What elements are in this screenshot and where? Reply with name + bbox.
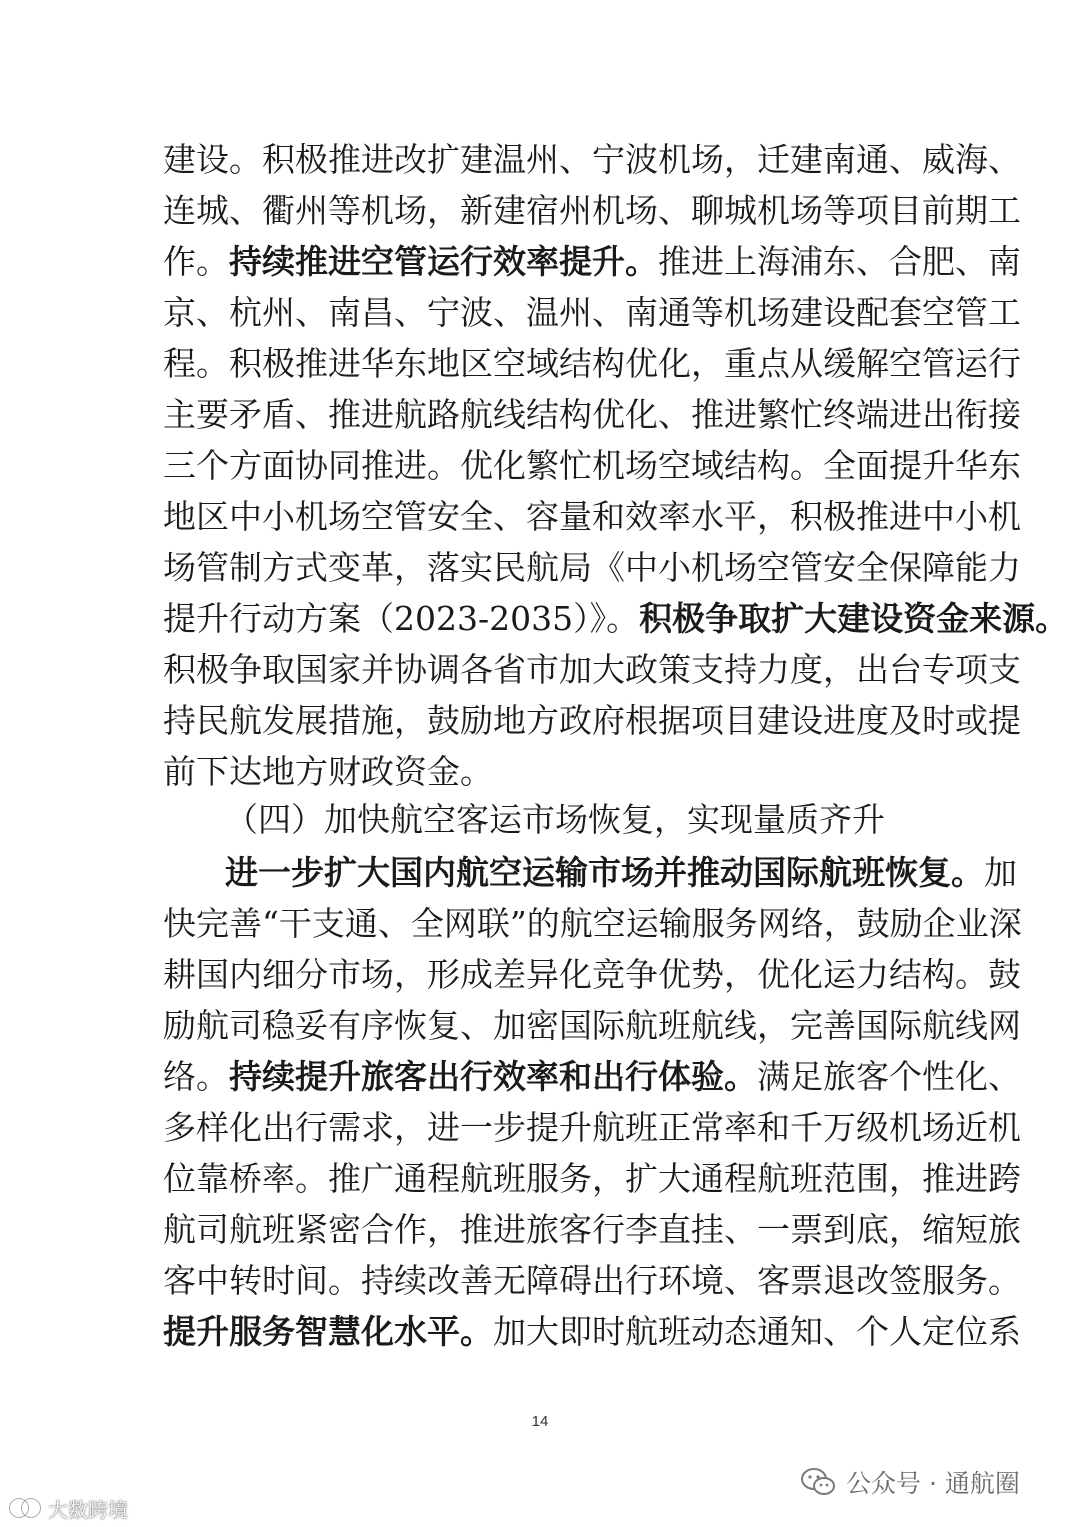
watermark-right-text: 公众号 · 通航圈 — [846, 1469, 1020, 1498]
text-line — [163, 1052, 1021, 1102]
text-line — [163, 1307, 1021, 1357]
text-run: 加 — [984, 853, 1017, 892]
text-run: 满足旅客个性化、 — [757, 1057, 1021, 1096]
text-line — [163, 1103, 1021, 1153]
text-run: 加大即时航班动态通知、个人定位系 — [493, 1312, 1021, 1351]
text-run: 推进上海浦东、合肥、南 — [658, 242, 1021, 281]
text-run: 络。 — [163, 1057, 229, 1096]
text-run: 主要矛盾、推进航路航线结构优化、推进繁忙终端进出衔接 — [163, 395, 1021, 434]
text-line — [163, 543, 1021, 593]
bold-phrase: 积极争取扩大建设资金来源。 — [639, 599, 1069, 638]
text-run: 程。积极推进华东地区空域结构优化，重点从缓解空管运行 — [163, 344, 1021, 383]
section-heading: （四）加快航空客运市场恢复，实现量质齐升 — [225, 800, 885, 839]
text-line — [163, 696, 1021, 746]
page-number: 14 — [531, 1413, 549, 1430]
bold-phrase: 进一步扩大国内航空运输市场并推动国际航班恢复。 — [225, 853, 984, 892]
text-run: 场管制方式变革，落实民航局《中小机场空管安全保障能力 — [163, 548, 1021, 587]
text-line — [163, 594, 1069, 644]
watermark-brand — [8, 1494, 128, 1522]
text-line — [163, 1205, 1021, 1255]
text-line — [163, 1256, 1021, 1306]
text-run: 积极争取国家并协调各省市加大政策支持力度，出台专项支 — [163, 650, 1021, 689]
text-run: 位靠桥率。推广通程航班服务，扩大通程航班范围，推进跨 — [163, 1159, 1021, 1198]
bold-phrase: 持续推进空管运行效率提升。 — [229, 242, 658, 281]
text-line — [163, 1154, 1021, 1204]
watermark-wechat — [800, 1462, 1020, 1502]
text-run: 快完善“干支通、全网联”的航空运输服务网络，鼓励企业深 — [163, 904, 1022, 943]
text-line — [163, 899, 1022, 949]
text-line — [163, 747, 915, 797]
text-run: 客中转时间。持续改善无障碍出行环境、客票退改签服务。 — [163, 1261, 1021, 1300]
text-run: 耕国内细分市场，形成差异化竞争优势，优化运力结构。鼓 — [163, 955, 1021, 994]
text-line — [163, 186, 1021, 236]
bold-phrase: 持续提升旅客出行效率和出行体验。 — [229, 1057, 757, 1096]
wechat-icon — [800, 1467, 836, 1497]
text-line — [163, 237, 1021, 287]
text-line — [163, 441, 1021, 491]
text-line — [163, 492, 1021, 542]
text-run: 建设。积极推进改扩建温州、宁波机场，迁建南通、威海、 — [163, 140, 1021, 179]
text-line — [225, 848, 1017, 898]
text-run: 京、杭州、南昌、宁波、温州、南通等机场建设配套空管工 — [163, 293, 1021, 332]
text-run: 励航司稳妥有序恢复、加密国际航班航线，完善国际航线网 — [163, 1006, 1021, 1045]
brand-ring-icon — [8, 1497, 42, 1519]
text-run: 前下达地方财政资金。 — [163, 752, 493, 791]
text-run: 多样化出行需求，进一步提升航班正常率和千万级机场近机 — [163, 1108, 1021, 1147]
text-line — [163, 645, 1021, 695]
text-run: 持民航发展措施，鼓励地方政府根据项目建设进度及时或提 — [163, 701, 1021, 740]
text-run: 航司航班紧密合作，推进旅客行李直挂、一票到底，缩短旅 — [163, 1210, 1021, 1249]
text-line — [163, 950, 1021, 1000]
text-run: 连城、衢州等机场，新建宿州机场、聊城机场等项目前期工 — [163, 191, 1021, 230]
watermark-left-text: 大数跨境 — [48, 1497, 128, 1522]
text-run: 地区中小机场空管安全、容量和效率水平，积极推进中小机 — [163, 497, 1021, 536]
text-run: 提升行动方案（2023-2035）》。 — [163, 599, 640, 638]
text-line — [163, 1001, 1021, 1051]
text-run: 作。 — [163, 242, 229, 281]
text-run: 三个方面协同推进。优化繁忙机场空域结构。全面提升华东 — [163, 446, 1021, 485]
text-line — [163, 390, 1021, 440]
text-line — [163, 288, 1021, 338]
bold-phrase: 提升服务智慧化水平。 — [163, 1312, 493, 1351]
text-line — [163, 135, 1021, 185]
text-line — [163, 339, 1021, 389]
